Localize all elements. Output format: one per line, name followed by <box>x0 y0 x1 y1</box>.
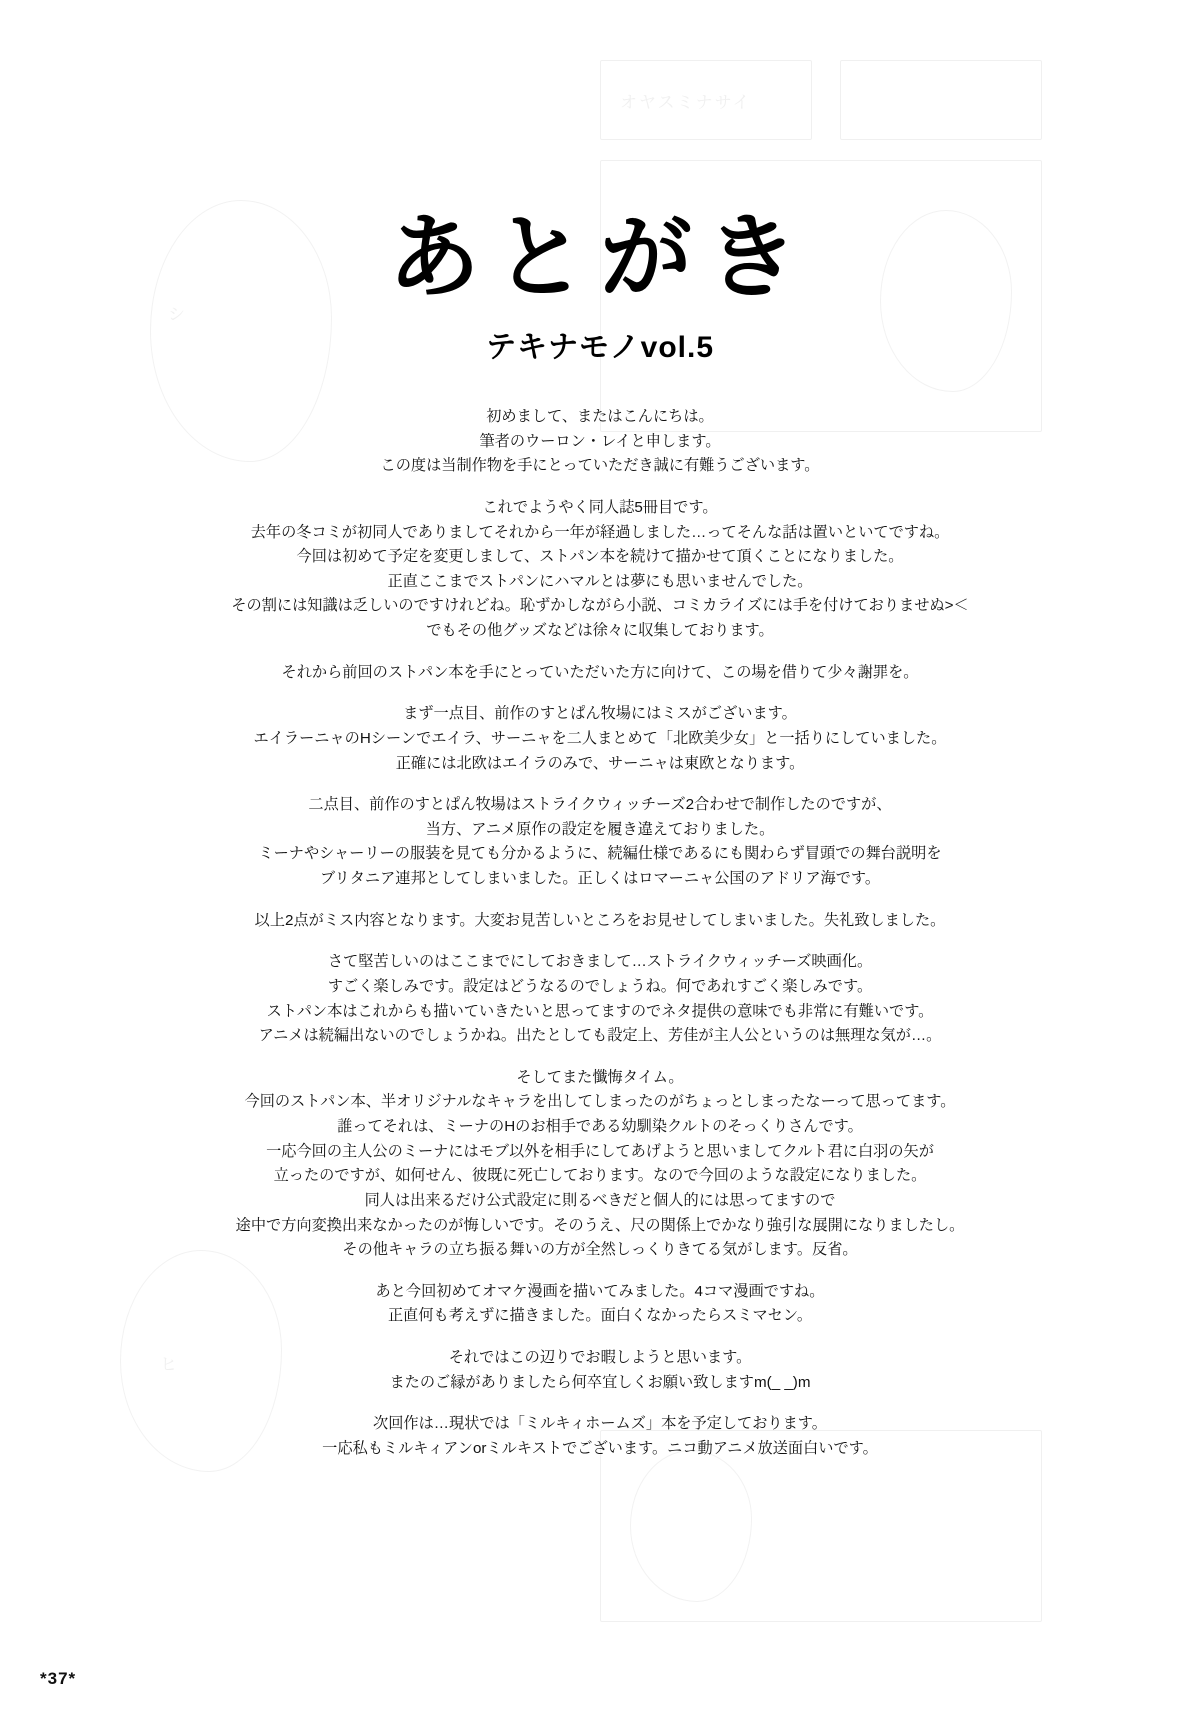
afterword-paragraph <box>100 496 1100 644</box>
afterword-line: 筆者のウーロン・レイと申します。 <box>479 432 721 450</box>
afterword-line: まず一点目、前作のすとぱん牧場にはミスがございます。 <box>403 705 797 723</box>
afterword-line: 次回作は…現状では「ミルキィホームズ」本を予定しております。 <box>373 1415 827 1433</box>
bg-label-bottom-left: ヒ <box>160 1355 179 1374</box>
afterword-line: 同人は出来るだけ公式設定に則るべきだと個人的には思ってますので <box>364 1191 836 1209</box>
afterword-line: アニメは続編出ないのでしょうかね。出たとしても設定上、芳佳が主人公というのは無理な気が…。 <box>258 1027 942 1045</box>
page-subtitle: テキナモノvol.5 <box>485 331 715 364</box>
afterword-paragraph <box>100 661 1100 686</box>
afterword-line: ブリタニア連邦としてしまいました。正しくはロマーニャ公国のアドリア海です。 <box>319 870 881 887</box>
afterword-line: 今回は初めて予定を変更しまして、ストパン本を続けて描かせて頂くことになりました。 <box>296 548 904 566</box>
bg-shape <box>840 60 1042 140</box>
afterword-paragraph <box>100 1280 1100 1329</box>
afterword-line: 去年の冬コミが初同人でありましてそれから一年が経過しました…ってそんな話は置いといてですね。 <box>250 523 950 541</box>
afterword-paragraph <box>100 405 1100 479</box>
afterword-line: 立ったのですが、如何せん、彼既に死亡しております。なので今回のような設定になりました。 <box>273 1167 927 1185</box>
bg-shape <box>600 60 812 140</box>
afterword-paragraph <box>100 909 1100 934</box>
afterword-line: 正直ここまでストパンにハマルとは夢にも思いませんでした。 <box>387 572 813 590</box>
afterword-line: すごく楽しみです。設定はどうなるのでしょうね。何であれすごく楽しみです。 <box>327 977 873 995</box>
afterword-line: 途中で方向変換出来なかったのが悔しいです。そのうえ、尺の関係上でかなり強引な展開になりましたし。 <box>235 1216 965 1234</box>
afterword-line: エイラーニャのHシーンでエイラ、サーニャを二人まとめて「北欧美少女」と一括りにしていました。 <box>253 729 947 747</box>
afterword-paragraph <box>100 702 1100 776</box>
afterword-line: 以上2点がミス内容となります。大変お見苦しいところをお見せしてしまいました。失礼致しました。 <box>254 911 946 929</box>
afterword-line: そしてまた懺悔タイム。 <box>516 1068 684 1086</box>
page-title: あとがき <box>387 204 812 311</box>
afterword-paragraph <box>100 793 1100 892</box>
afterword-body <box>100 405 1100 1479</box>
afterword-line: 正直何も考えずに描きました。面白くなかったらスミマセン。 <box>387 1307 813 1325</box>
afterword-paragraph <box>100 1346 1100 1395</box>
afterword-line: あと今回初めてオマケ漫画を描いてみました。4コマ漫画ですね。 <box>375 1282 825 1300</box>
afterword-line: ストパン本はこれからも描いていきたいと思ってますのでネタ提供の意味でも非常に有難いです。 <box>266 1002 934 1020</box>
afterword-line: それではこの辺りでお暇しようと思います。 <box>448 1349 752 1366</box>
afterword-line: 誰ってそれは、ミーナのHのお相手である幼馴染クルトのそっくりさんです。 <box>337 1118 863 1135</box>
afterword-paragraph <box>100 950 1100 1049</box>
afterword-line: その割には知識は乏しいのですけれどね。恥ずかしながら小説、コミカライズには手を付けておりませぬ>＜ <box>231 597 969 615</box>
afterword-line: これでようやく同人誌5冊目です。 <box>482 498 718 516</box>
afterword-line: またのご縁がありましたら何卒宜しくお願い致しますm(_ _)m <box>389 1373 811 1391</box>
afterword-line: さて堅苦しいのはここまでにしておきまして…ストライクウィッチーズ映画化。 <box>327 953 873 971</box>
bg-label-top-right: オヤスミナサイ <box>620 93 752 112</box>
afterword-line: その他キャラの立ち振る舞いの方が全然しっくりきてる気がします。反省。 <box>342 1241 858 1259</box>
bg-label-left-mid: シ <box>168 305 187 324</box>
afterword-line: 今回のストパン本、半オリジナルなキャラを出してしまったのがちょっとしまったなーって思ってます。 <box>244 1093 956 1111</box>
page-number: *37* <box>40 1669 77 1688</box>
afterword-paragraph <box>100 1412 1100 1461</box>
afterword-line: 一応今回の主人公のミーナにはモブ以外を相手にしてあげようと思いましてクルト君に白羽の矢が <box>266 1142 934 1160</box>
afterword-line: ミーナやシャーリーの服装を見ても分かるように、続編仕様であるにも関わらず冒頭での舞台説明を <box>258 845 942 863</box>
afterword-line: それから前回のストパン本を手にとっていただいた方に向けて、この場を借りて少々謝罪を。 <box>281 663 919 681</box>
afterword-line: 初めまして、またはこんにちは。 <box>486 408 714 425</box>
afterword-line: 当方、アニメ原作の設定を履き違えておりました。 <box>425 820 775 838</box>
afterword-line: この度は当制作物を手にとっていただき誠に有難うございます。 <box>380 457 820 475</box>
afterword-line: 正確には北欧はエイラのみで、サーニャは東欧となります。 <box>395 754 805 772</box>
afterword-line: でもその他グッズなどは徐々に収集しております。 <box>426 622 774 639</box>
afterword-line: 二点目、前作のすとぱん牧場はストライクウィッチーズ2合わせで制作したのですが、 <box>308 796 892 814</box>
afterword-line: 一応私もミルキィアンorミルキストでございます。ニコ動アニメ放送面白いです。 <box>322 1439 878 1457</box>
afterword-paragraph <box>100 1066 1100 1263</box>
